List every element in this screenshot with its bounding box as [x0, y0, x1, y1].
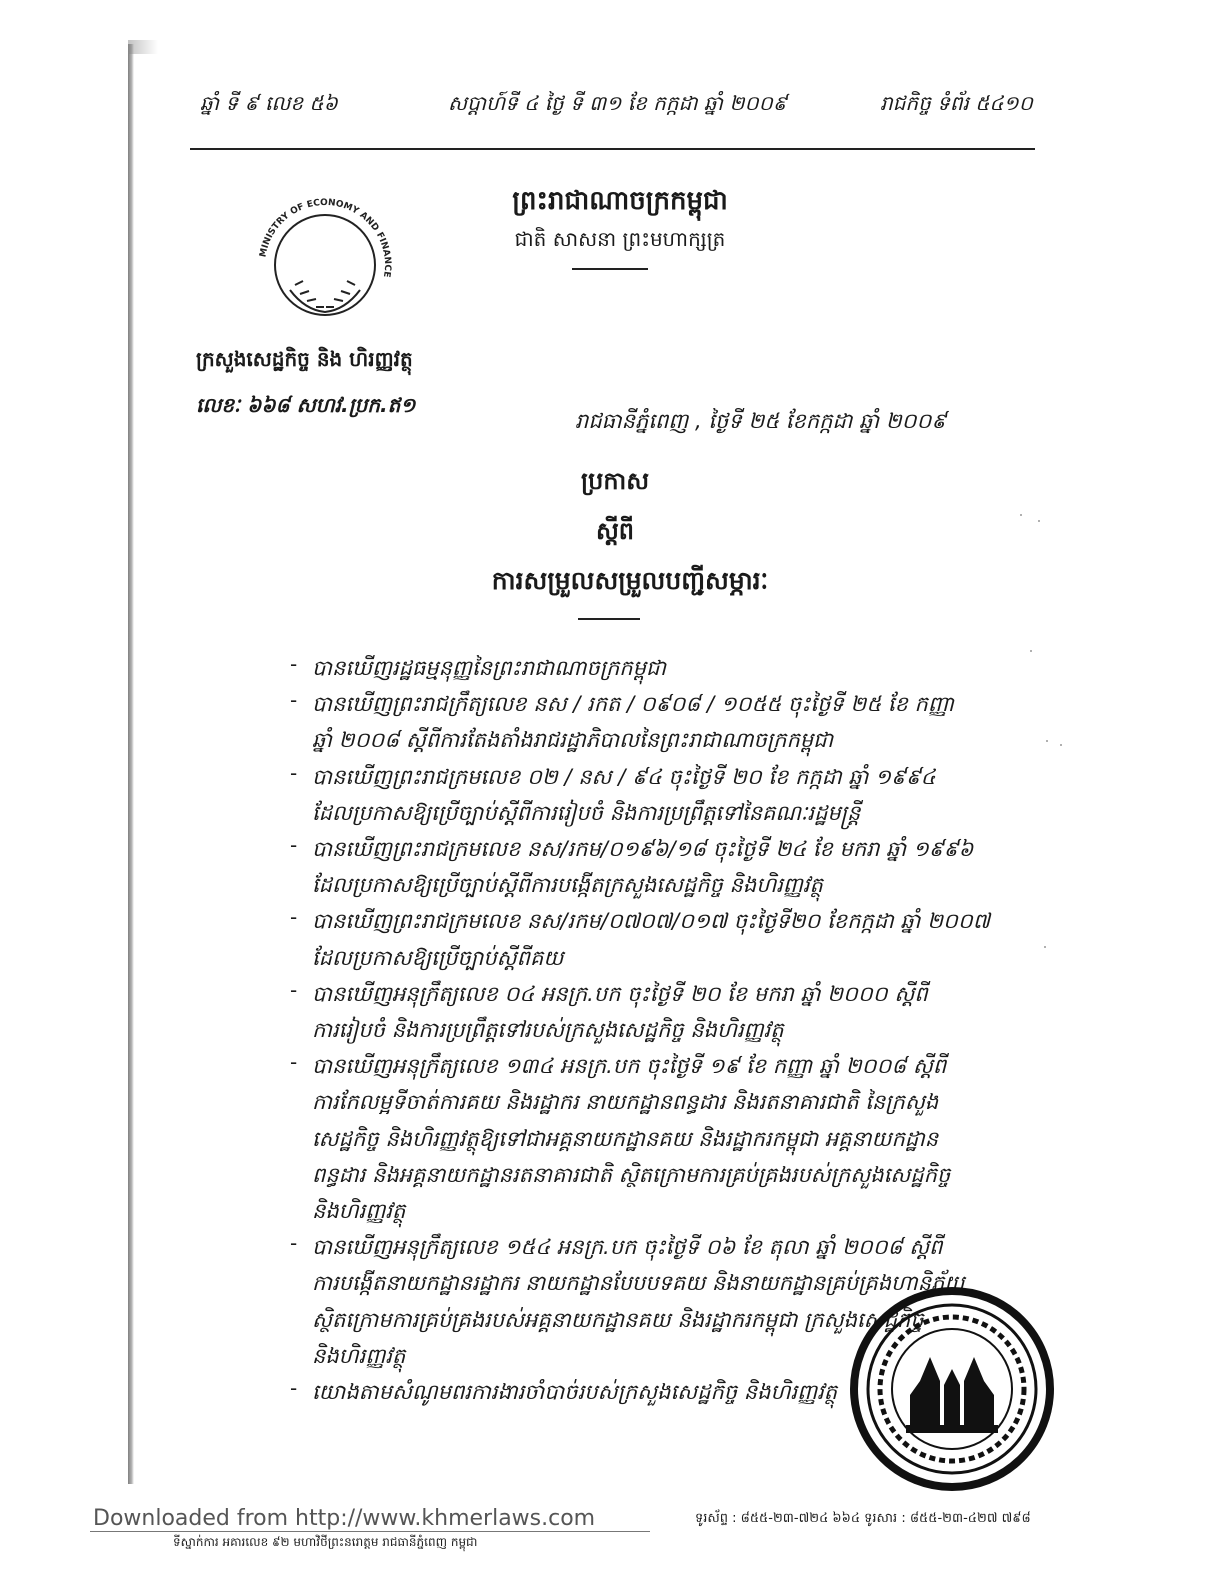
citation-line: បានឃើញរដ្ឋធម្មនុញ្ញនៃព្រះរាជាណាចក្រកម្ពុជា: [312, 656, 666, 680]
bullet-dash: -: [290, 652, 298, 676]
citation-line: ស្ថិតក្រោមការគ្រប់គ្រងរបស់អគ្គនាយកដ្ឋានគយ និងរដ្ឋាករកម្ពុជា ក្រសួងសេដ្ឋកិច្ច: [312, 1307, 924, 1332]
scan-speck: [1046, 740, 1048, 742]
bullet-dash: -: [290, 760, 298, 785]
regarding-label: ស្តីពី: [595, 517, 635, 545]
download-source: Downloaded from http://www.khmerlaws.com: [93, 1506, 596, 1531]
subject-rule: [578, 618, 640, 620]
citation-line: សេដ្ឋកិច្ច និងហិរញ្ញវត្ថុឱ្យទៅជាអគ្គនាយកដ្ឋានគយ និងរដ្ឋាករកម្ពុជា អគ្គនាយកដ្ឋាន: [312, 1126, 939, 1151]
citation-line: យោងតាមសំណូមពរការងារចាំបាច់របស់ក្រសួងសេដ្ឋកិច្ច និងហិរញ្ញវត្ថុ: [312, 1380, 838, 1404]
bullet-dash: -: [290, 1050, 298, 1075]
ministry-seal-icon: [250, 190, 400, 340]
kingdom-title: ព្រះរាជាណាចក្រកម្ពុជា: [512, 186, 728, 216]
footer-rule: [90, 1531, 650, 1532]
gazette-page: រាជកិច្ច ទំព័រ ៥៤១០: [880, 91, 1033, 115]
scan-corner: [128, 40, 158, 54]
citation-line: ដែលប្រកាសឱ្យប្រើច្បាប់ស្តីពីការបង្កើតក្រសួងសេដ្ឋកិច្ច និងហិរញ្ញវត្ថុ: [312, 873, 823, 898]
citation-line: ដែលប្រកាសឱ្យប្រើច្បាប់ស្តីពីគយ: [312, 945, 564, 970]
citation-line: ការបង្កើតនាយកដ្ឋានរដ្ឋាករ នាយកដ្ឋានបែបបទគយ និងនាយកដ្ឋានគ្រប់គ្រងហានិភ័យ: [312, 1271, 965, 1296]
citation-line: ដែលប្រកាសឱ្យប្រើច្បាប់ស្តីពីការរៀបចំ និងការប្រព្រឹត្តទៅនៃគណៈរដ្ឋមន្ត្រី: [312, 800, 861, 825]
citation-line: និងហិរញ្ញវត្ថុ: [312, 1343, 406, 1368]
scan-edge: [128, 44, 134, 1484]
citation-line: បានឃើញព្រះរាជក្រឹត្យលេខ នស / រកត / ០៩០៨ / ១០៥៥ ចុះថ្ងៃទី ២៥ ខែ កញ្ញា: [312, 692, 955, 717]
motto-rule: [572, 268, 648, 270]
citation-line: ការកែលម្អទីចាត់ការគយ និងរដ្ឋាករ នាយកដ្ឋានពន្ធដារ និងរតនាគារជាតិ នៃក្រសួង: [312, 1090, 939, 1115]
scan-speck: [1030, 650, 1032, 652]
gazette-issue: ឆ្នាំ ទី ៩ លេខ ៥៦: [200, 91, 338, 115]
citation-line: បានឃើញអនុក្រឹត្យលេខ ១៣៤ អនក្រ.បក ចុះថ្ងៃទី ១៩ ខែ កញ្ញា ឆ្នាំ ២០០៨ ស្តីពី: [312, 1054, 947, 1079]
kingdom-motto: ជាតិ សាសនា ព្រះមហាក្សត្រ: [514, 227, 726, 251]
citation-line: បានឃើញអនុក្រឹត្យលេខ ០៤ អនក្រ.បក ចុះថ្ងៃទី ២០ ខែ មករា ឆ្នាំ ២០០០ ស្តីពី: [312, 981, 928, 1006]
document-subject: ការសម្រួលសម្រួលបញ្ជីសម្ភារៈ: [491, 566, 769, 595]
issue-date-line: រាជធានីភ្នំពេញ , ថ្ងៃទី ២៥ ខែកក្កដា ឆ្នាំ ២០០៩: [575, 409, 947, 433]
citation-line: និងហិរញ្ញវត្ថុ: [312, 1199, 406, 1223]
svg-text:MINISTRY OF ECONOMY AND FINANC: [258, 198, 392, 278]
bullet-dash: -: [290, 977, 298, 1002]
citation-line: បានឃើញព្រះរាជក្រមលេខ ០២ / នស / ៩៤ ចុះថ្ងៃទី ២០ ខែ កក្កដា ឆ្នាំ ១៩៩៤: [312, 764, 936, 789]
bullet-dash: -: [290, 1376, 298, 1400]
citation-line: បានឃើញអនុក្រឹត្យលេខ ១៥៤ អនក្រ.បក ចុះថ្ងៃទី ០៦ ខែ តុលា ឆ្នាំ ២០០៨ ស្តីពី: [312, 1235, 943, 1260]
header-rule: [190, 148, 1035, 150]
scan-speck: [1038, 520, 1040, 522]
ministry-name: ក្រសួងសេដ្ឋកិច្ច និង ហិរញ្ញវត្ថុ: [196, 347, 413, 371]
bullet-dash: -: [290, 905, 298, 930]
ministry-address: ទីស្នាក់ការ អគារលេខ ៩២ មហាវិថីព្រះនរោត្តម រាជធានីភ្នំពេញ កម្ពុជា: [173, 1535, 478, 1549]
bullet-dash: -: [290, 688, 298, 713]
bullet-dash: -: [290, 833, 298, 857]
citation-line: បានឃើញព្រះរាជក្រមលេខ នស/រកម/០១៩៦/១៨ ចុះថ្ងៃទី ២៤ ខែ មករា ឆ្នាំ ១៩៩៦: [312, 837, 974, 861]
scan-speck: [1060, 744, 1062, 746]
citation-line: ការរៀបចំ និងការប្រព្រឹត្តទៅរបស់ក្រសួងសេដ្ឋកិច្ច និងហិរញ្ញវត្ថុ: [312, 1018, 784, 1042]
bullet-dash: -: [290, 1231, 298, 1256]
gazette-week-date: សប្តាហ៍ទី ៤ ថ្ងៃ ទី ៣១ ខែ កក្កដា ឆ្នាំ ២០០៩: [448, 91, 787, 115]
citation-line: ឆ្នាំ ២០០៨ ស្តីពីការតែងតាំងរាជរដ្ឋាភិបាលនៃព្រះរាជាណាចក្រកម្ពុជា: [312, 728, 834, 753]
seal-ring-text: MINISTRY OF ECONOMY AND FINANCE: [258, 197, 393, 278]
official-stamp-icon: [848, 1285, 1056, 1493]
scan-speck: [1044, 946, 1046, 948]
citation-line: ពន្ធដារ និងអគ្គនាយកដ្ឋានរតនាគារជាតិ ស្ថិតក្រោមការគ្រប់គ្រងរបស់ក្រសួងសេដ្ឋកិច្ច: [312, 1162, 951, 1187]
reference-number: លេខៈ ៦៦៨ សហវ.ប្រក.ឥ១: [196, 393, 416, 417]
document-type: ប្រកាស: [580, 467, 650, 495]
ministry-contact: ទូរស័ព្ទ : ៨៥៥-២៣-៧២៤ ៦៦៤ ទូរសារ : ៨៥៥-២៣-៤២៧ ៧៩៨: [695, 1511, 1031, 1526]
citation-line: បានឃើញព្រះរាជក្រមលេខ នស/រកម/០៧០៧/០១៧ ចុះថ្ងៃទី២០ ខែកក្កដា ឆ្នាំ ២០០៧: [312, 909, 990, 934]
scan-speck: [1020, 514, 1022, 516]
